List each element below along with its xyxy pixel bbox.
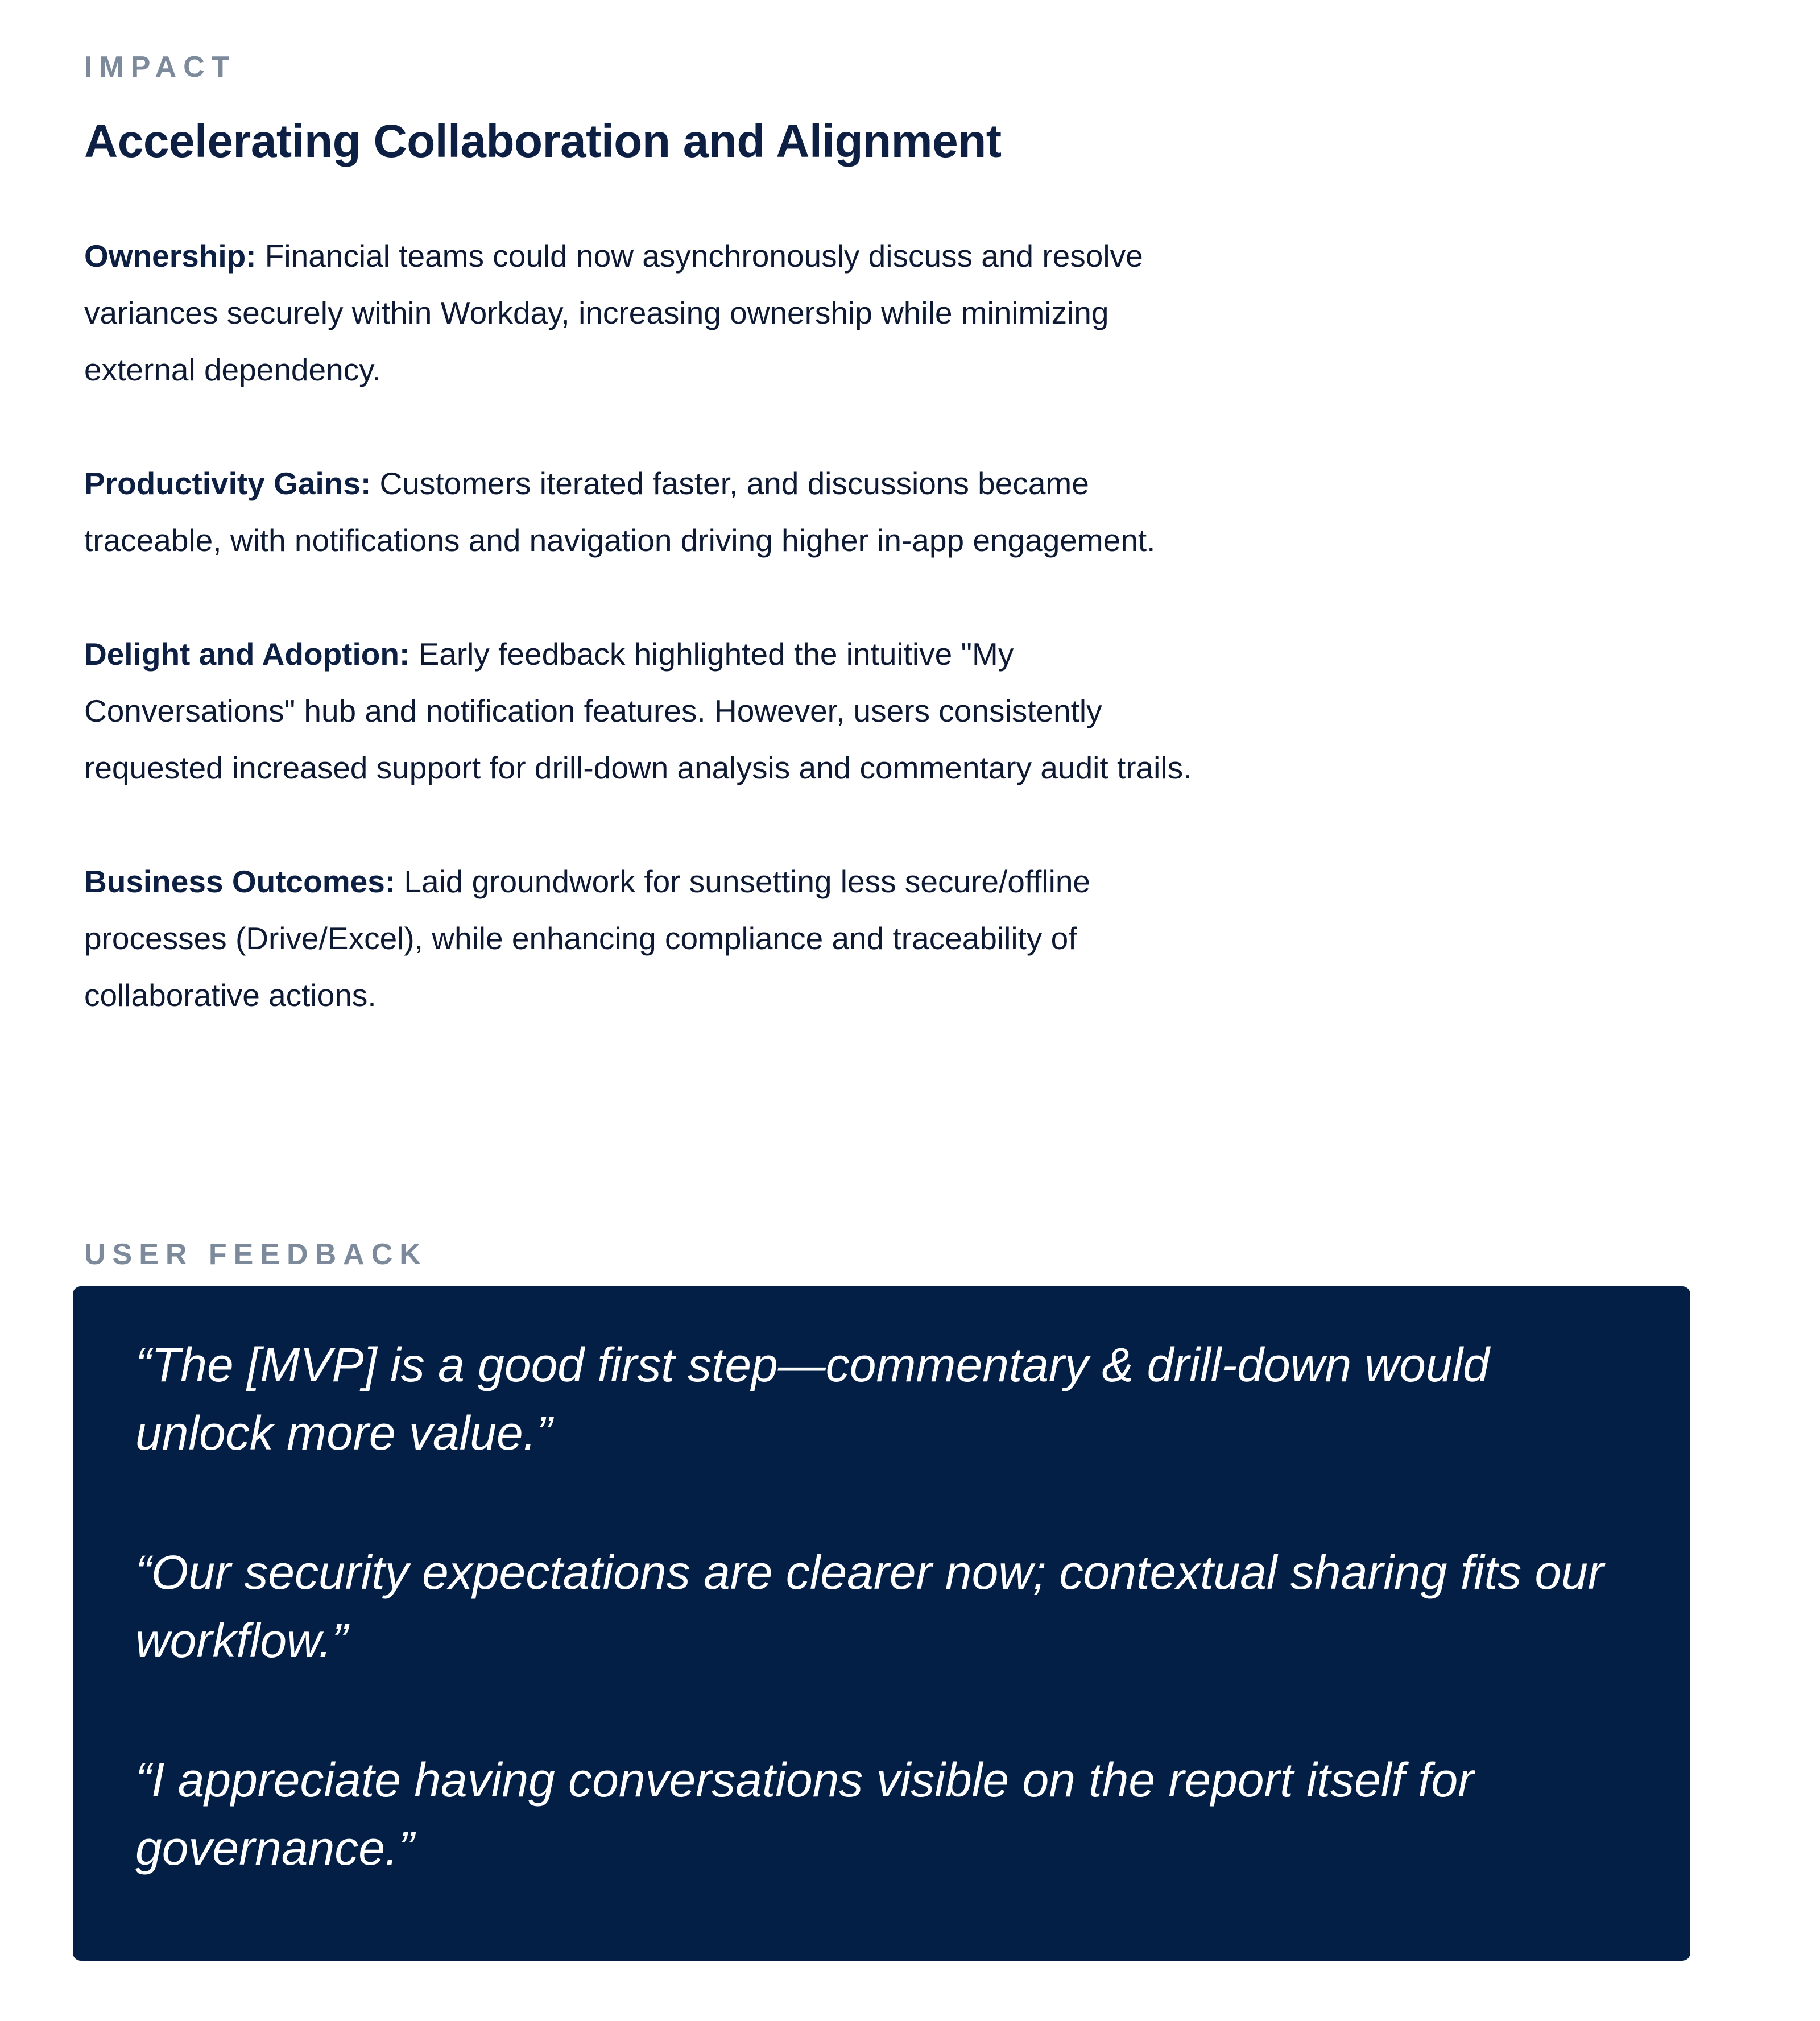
impact-section-business bbox=[84, 853, 1210, 1024]
section-text: Laid groundwork for sunsetting less secure/offline processes (Drive/Excel), while enhancing compliance and traceability of collaborative actions. bbox=[84, 864, 1091, 1013]
impact-section-productivity bbox=[84, 455, 1210, 569]
impact-section-ownership bbox=[84, 227, 1210, 398]
section-label: Productivity Gains: bbox=[84, 466, 371, 501]
impact-sections bbox=[84, 227, 1210, 1080]
user-feedback-eyebrow: USER FEEDBACK bbox=[84, 1238, 428, 1271]
user-feedback-card bbox=[73, 1286, 1690, 1961]
section-label: Ownership: bbox=[84, 238, 257, 274]
section-text: Customers iterated faster, and discussions became traceable, with notifications and navigation driving higher in-app engagement. bbox=[84, 466, 1156, 558]
feedback-quote: “Our security expectations are clearer now; contextual sharing fits our workflow.” bbox=[135, 1546, 1604, 1667]
section-text: Financial teams could now asynchronously discuss and resolve variances securely within Workday, increasing ownership while minimizing external dependency. bbox=[84, 238, 1143, 387]
feedback-quote: “I appreciate having conversations visible on the report itself for governance.” bbox=[135, 1753, 1474, 1875]
section-label: Delight and Adoption: bbox=[84, 636, 410, 672]
impact-eyebrow: IMPACT bbox=[84, 51, 237, 84]
impact-section-delight bbox=[84, 626, 1210, 796]
section-label: Business Outcomes: bbox=[84, 864, 396, 899]
feedback-quote: “The [MVP] is a good first step—commentary & drill-down would unlock more value.” bbox=[135, 1338, 1490, 1460]
section-text: Early feedback highlighted the intuitive "My Conversations" hub and notification features. However, users consistently requested increased support for drill-down analysis and commentary audit trails. bbox=[84, 636, 1192, 785]
page-title: Accelerating Collaboration and Alignment bbox=[84, 115, 1002, 167]
